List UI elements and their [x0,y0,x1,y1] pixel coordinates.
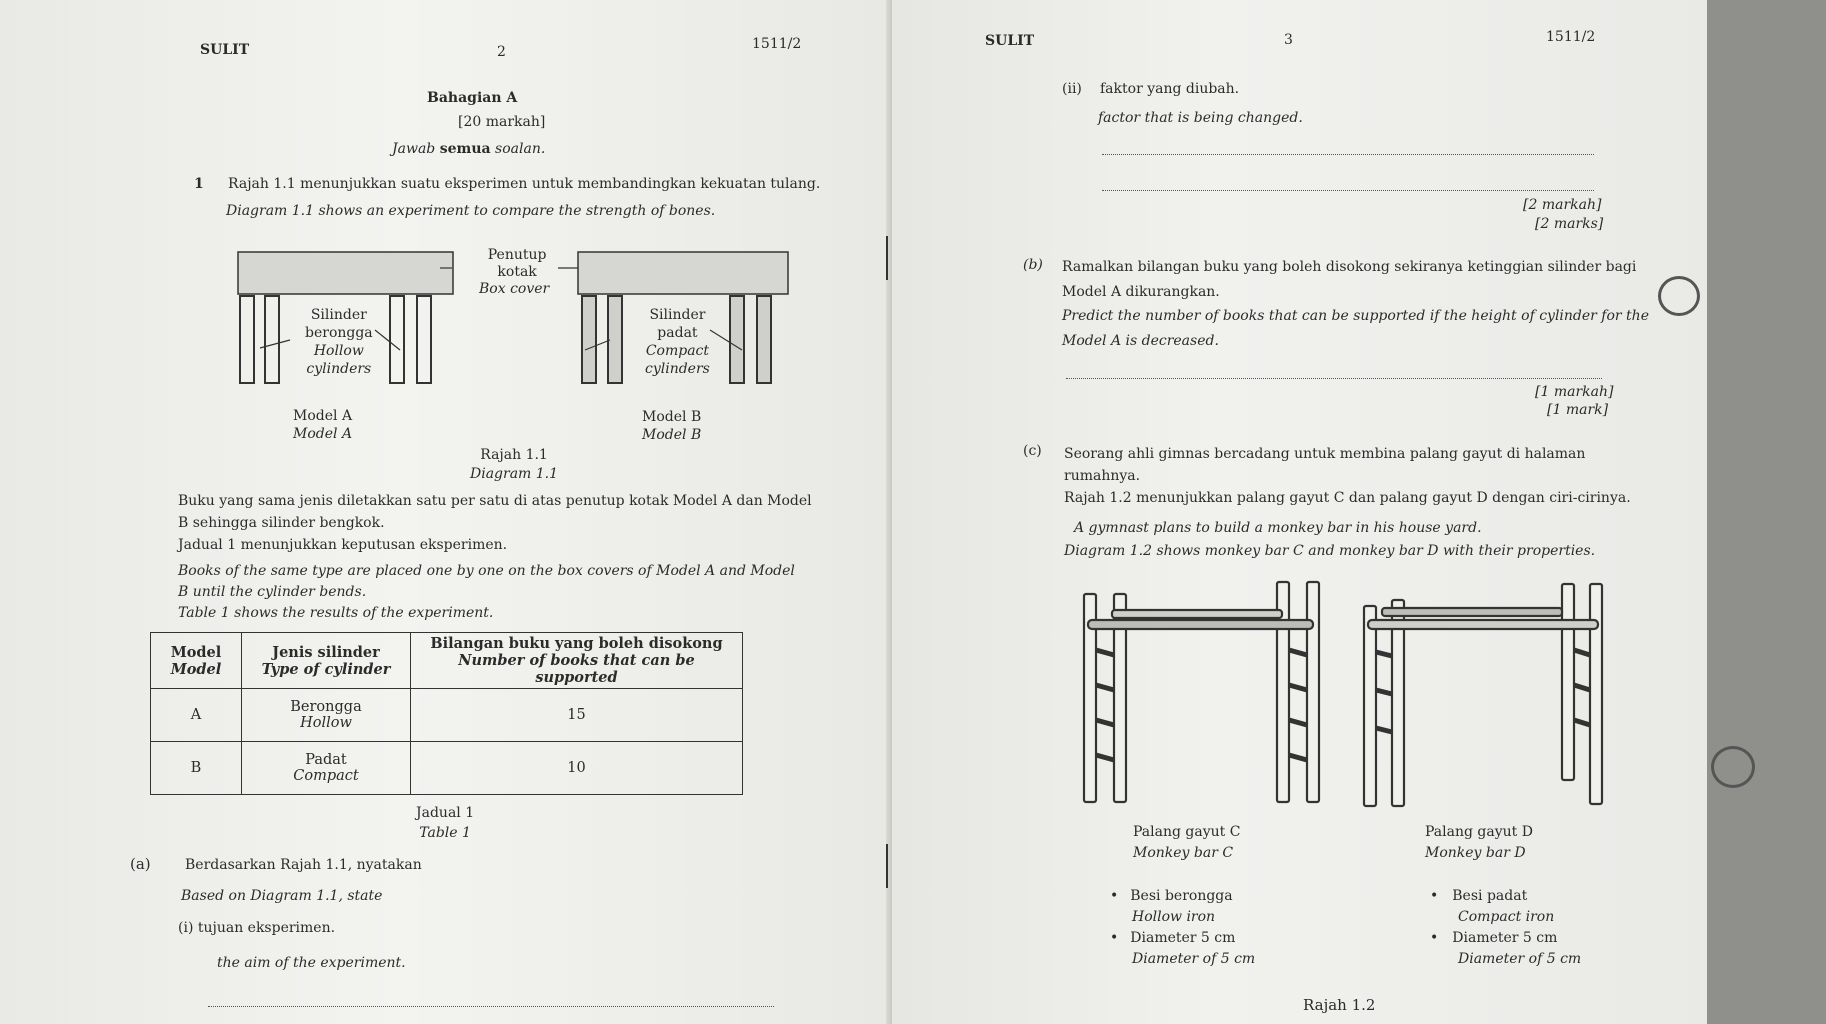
part-b-text-ms: Ramalkan bilangan buku yang boleh disokong sekiranya ketinggian silinder bagi Model A dikurangkan. [1062,259,1637,300]
answer-line [1066,378,1602,379]
monkey-bar-c-properties: • Besi berongga Hollow iron • Diameter 5 cm Diameter of 5 cm [1110,888,1256,967]
table-1-caption: Jadual 1 Table 1 [416,805,475,841]
part-a-i-text-en: the aim of the experiment. [217,955,406,971]
question-text-ms: Rajah 1.1 menunjukkan suatu eksperimen untuk membandingkan kekuatan tulang. [228,176,821,192]
compact-cylinder-label: Silinder padat Compact cylinders [645,307,710,377]
part-a-text-en: Based on Diagram 1.1, state [181,888,383,904]
monkey-bar-c-title: Palang gayut C Monkey bar C [1133,824,1241,861]
part-a-ii-label: (ii) [1062,81,1082,97]
hollow-cylinder-label: Silinder berongga Hollow cylinders [305,307,373,377]
monkey-bar-d-properties: • Besi padat Compact iron • Diameter 5 cm Diameter of 5 cm [1430,888,1582,967]
table-header: Model Model [151,633,242,689]
left-page [0,0,892,1024]
header-code: 1511/2 [1546,29,1596,45]
answer-line [208,1006,774,1007]
table-cell-books: 10 [411,742,743,795]
section-title: Bahagian A [427,90,518,106]
model-a-label: Model A Model A [293,408,353,442]
question-text-en: Diagram 1.1 shows an experiment to compare the strength of bones. [226,203,716,219]
answer-line [1102,190,1594,191]
binder-hole [1658,276,1700,316]
part-c-text-en: A gymnast plans to build a monkey bar in his house yard. Diagram 1.2 shows monkey bar C and monkey bar D with their properties. [1064,520,1596,559]
bullet-icon: • [1110,930,1119,946]
table-cell-books: 15 [411,689,743,742]
paragraph-en: Books of the same type are placed one by one on the box covers of Model A and Model B until the cylinder bends. Table 1 shows the results of the experiment. [178,563,795,621]
table-cell-type: Berongga Hollow [242,689,411,742]
part-a-i-text-ms: (i) tujuan eksperimen. [178,920,336,936]
part-c-label: (c) [1023,443,1042,459]
section-marks: [20 markah] [458,114,546,130]
part-a-ii-marks-ms: [2 markah] [1523,197,1602,213]
table-cell-model: B [151,742,242,795]
part-b-marks-en: [1 mark] [1547,402,1609,418]
section-instruction: Jawab semua soalan. [392,141,546,157]
table-row [151,689,743,742]
part-b-text-en: Predict the number of books that can be supported if the height of cylinder for the Model A is decreased. [1062,308,1649,349]
header-page-number: 2 [497,44,506,60]
monkey-bar-d-title: Palang gayut D Monkey bar D [1425,824,1533,861]
model-a-box-cover [238,252,453,294]
monkey-bar-d [1362,580,1612,810]
part-a-ii-text-en: factor that is being changed. [1098,110,1303,126]
table-row [151,742,743,795]
right-page [892,0,1707,1024]
margin-rule [886,844,888,888]
header-sulit: SULIT [200,42,250,58]
table-header: Bilangan buku yang boleh disokong Number of books that can be supported [411,633,743,689]
part-a-ii-marks-en: [2 marks] [1535,216,1604,232]
bullet-icon: • [1110,888,1119,904]
table-header-row [151,633,743,689]
table-cell-model: A [151,689,242,742]
model-b-label: Model B Model B [642,409,702,443]
table-cell-type: Padat Compact [242,742,411,795]
part-a-label: (a) [130,855,151,873]
header-sulit: SULIT [985,33,1035,49]
part-b-label: (b) [1023,257,1043,273]
diagram-1-2-caption: Rajah 1.2 [1303,996,1376,1014]
part-c-text-ms: Seorang ahli gimnas bercadang untuk membina palang gayut di halaman rumahnya. Rajah 1.2 menunjukkan palang gayut C dan palang gayut D dengan ciri-cirinya. [1064,446,1631,506]
question-number: 1 [194,176,204,192]
binder-hole [1711,746,1755,788]
part-b-marks-ms: [1 markah] [1535,384,1614,400]
monkey-bar-c [1082,580,1332,805]
header-page-number: 3 [1284,32,1293,48]
header-code: 1511/2 [752,36,802,52]
paragraph-ms: Buku yang sama jenis diletakkan satu per satu di atas penutup kotak Model A dan Model B sehingga silinder bengkok. Jadual 1 menunjukkan keputusan eksperimen. [178,493,812,553]
part-a-ii-text-ms: faktor yang diubah. [1100,81,1240,97]
table-header: Jenis silinder Type of cylinder [242,633,411,689]
model-b-box-cover [578,252,788,294]
answer-line [1102,154,1594,155]
diagram-1-1-caption: Rajah 1.1 Diagram 1.1 [470,447,559,482]
box-cover-label: Penutup kotak Box cover [479,247,550,297]
part-a-text-ms: Berdasarkan Rajah 1.1, nyatakan [185,857,422,873]
results-table [150,632,743,795]
bullet-icon: • [1430,888,1439,904]
bullet-icon: • [1430,930,1439,946]
margin-rule [886,236,888,280]
